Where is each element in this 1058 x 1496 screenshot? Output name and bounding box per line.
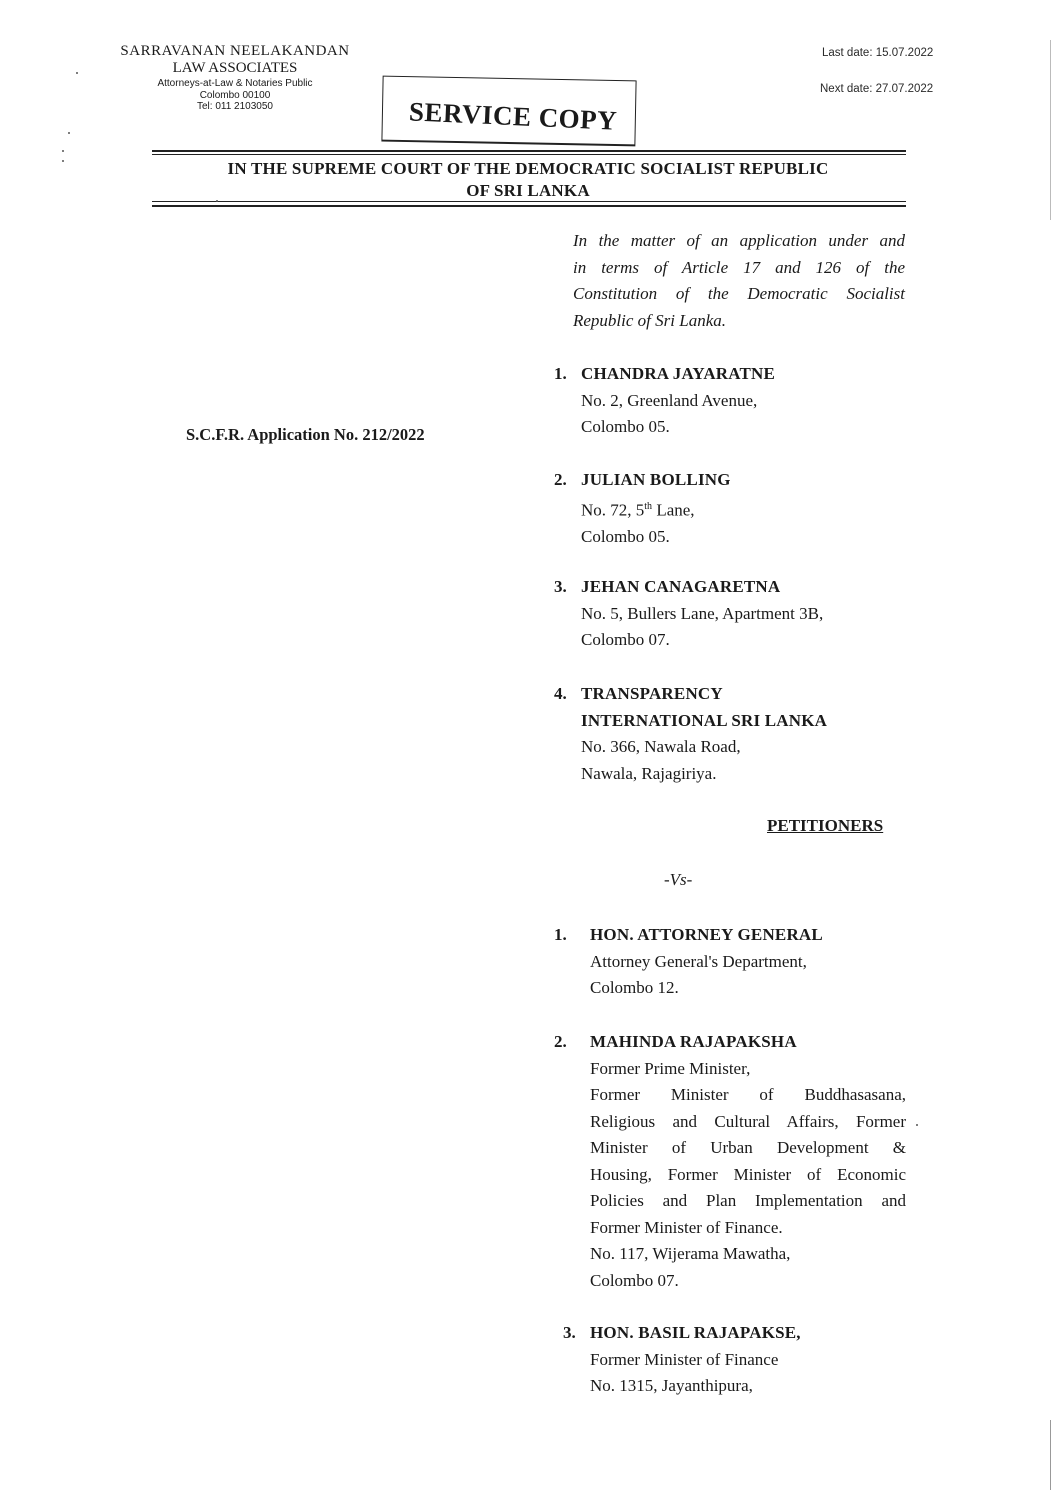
firm-name-line1: SARRAVANAN NEELAKANDAN — [120, 43, 350, 59]
petitioner-4 — [554, 681, 828, 787]
matter-line: Constitution of the Democratic Socialist — [573, 284, 905, 303]
petitioners-label: PETITIONERS — [767, 816, 884, 835]
party-name: JEHAN CANAGARETNA — [581, 577, 781, 596]
party-address: Nawala, Rajagiriya. — [581, 763, 717, 783]
party-address: Colombo 05. — [581, 417, 670, 436]
party-address: No. 5, Bullers Lane, Apartment 3B, — [581, 603, 824, 623]
party-address: Colombo 07. — [590, 1270, 679, 1290]
firm-city: Colombo 00100 — [199, 89, 271, 101]
matter-line: In the matter of an application under and — [573, 231, 905, 250]
petitioner-3 — [554, 574, 824, 654]
party-address: No. 366, Nawala Road, — [581, 737, 741, 756]
party-number: 1. — [554, 925, 567, 944]
party-address: No. 2, Greenland Avenue, — [581, 390, 758, 410]
header-rule-top-thin — [152, 154, 906, 155]
matter-line: in terms of Article 17 and 126 of the — [573, 257, 905, 277]
party-number: 2. — [554, 470, 567, 489]
scan-speck — [916, 1124, 918, 1126]
party-description: Minister of Urban Development & — [590, 1138, 906, 1157]
stamp-text: SERVICE COPY — [408, 96, 618, 136]
application-number: S.C.F.R. Application No. 212/2022 — [186, 425, 425, 444]
petitioner-1 — [554, 361, 776, 441]
scan-speck — [216, 200, 218, 202]
party-name: MAHINDA RAJAPAKSHA — [590, 1032, 797, 1051]
firm-letterhead — [100, 44, 370, 113]
party-description: Former Minister of Finance. — [590, 1217, 783, 1237]
scan-speck — [62, 150, 64, 152]
party-name: JULIAN BOLLING — [581, 470, 731, 489]
service-copy-stamp — [381, 76, 636, 147]
party-number: 2. — [554, 1032, 567, 1051]
header-rule-bottom-thin — [152, 201, 906, 202]
respondent-2 — [554, 1029, 906, 1294]
party-address: No. 117, Wijerama Mawatha, — [590, 1244, 791, 1263]
address-part: Lane, — [652, 500, 695, 520]
respondent-3 — [563, 1320, 801, 1400]
firm-name-line2: LAW ASSOCIATES — [172, 60, 298, 76]
party-description: Housing, Former Minister of Economic — [590, 1164, 906, 1184]
last-date: Last date: 15.07.2022 — [822, 47, 934, 59]
party-name: HON. BASIL RAJAPAKSE, — [590, 1323, 801, 1342]
party-address: Former Minister of Finance — [590, 1349, 779, 1369]
address-part: No. 72, 5 — [581, 500, 645, 520]
next-date: Next date: 27.07.2022 — [820, 83, 934, 95]
court-title-line1: IN THE SUPREME COURT OF THE DEMOCRATIC SOCIALIST REPUBLIC — [227, 159, 829, 178]
party-name: INTERNATIONAL SRI LANKA — [581, 710, 828, 730]
party-address — [581, 494, 731, 524]
party-number: 1. — [554, 364, 567, 383]
party-description: Policies and Plan Implementation and — [590, 1191, 906, 1210]
party-address: Colombo 05. — [581, 526, 670, 546]
scan-speck — [68, 132, 70, 134]
court-title — [150, 158, 906, 202]
petitioner-2 — [554, 467, 731, 550]
party-address: No. 1315, Jayanthipura, — [590, 1376, 753, 1395]
party-address: Colombo 12. — [590, 978, 679, 997]
versus-label: -Vs- — [664, 870, 693, 889]
matter-caption — [573, 228, 905, 334]
party-number: 4. — [554, 684, 567, 703]
scan-speck — [76, 72, 78, 74]
court-title-line2: OF SRI LANKA — [466, 181, 590, 200]
scan-edge-line — [1050, 1420, 1051, 1490]
scan-edge-line — [1050, 40, 1051, 220]
party-address: Attorney General's Department, — [590, 951, 807, 971]
party-description: Former Minister of Buddhasasana, — [590, 1085, 906, 1104]
matter-line: Republic of Sri Lanka. — [573, 310, 726, 330]
respondent-1 — [554, 922, 823, 1002]
party-number: 3. — [554, 577, 567, 596]
party-name: CHANDRA JAYARATNE — [581, 364, 776, 383]
scan-speck — [62, 160, 64, 162]
firm-phone: Tel: 011 2103050 — [197, 101, 273, 112]
party-name: TRANSPARENCY — [581, 684, 723, 703]
party-description: Former Prime Minister, — [590, 1058, 751, 1078]
party-address: Colombo 07. — [581, 630, 670, 649]
party-name: HON. ATTORNEY GENERAL — [590, 925, 823, 944]
header-rule-top — [152, 150, 906, 152]
header-rule-bottom — [152, 205, 906, 207]
party-description: Religious and Cultural Affairs, Former — [590, 1111, 906, 1131]
address-superscript: th — [644, 500, 653, 512]
party-number: 3. — [563, 1323, 576, 1342]
firm-designation: Attorneys-at-Law & Notaries Public — [157, 78, 313, 89]
